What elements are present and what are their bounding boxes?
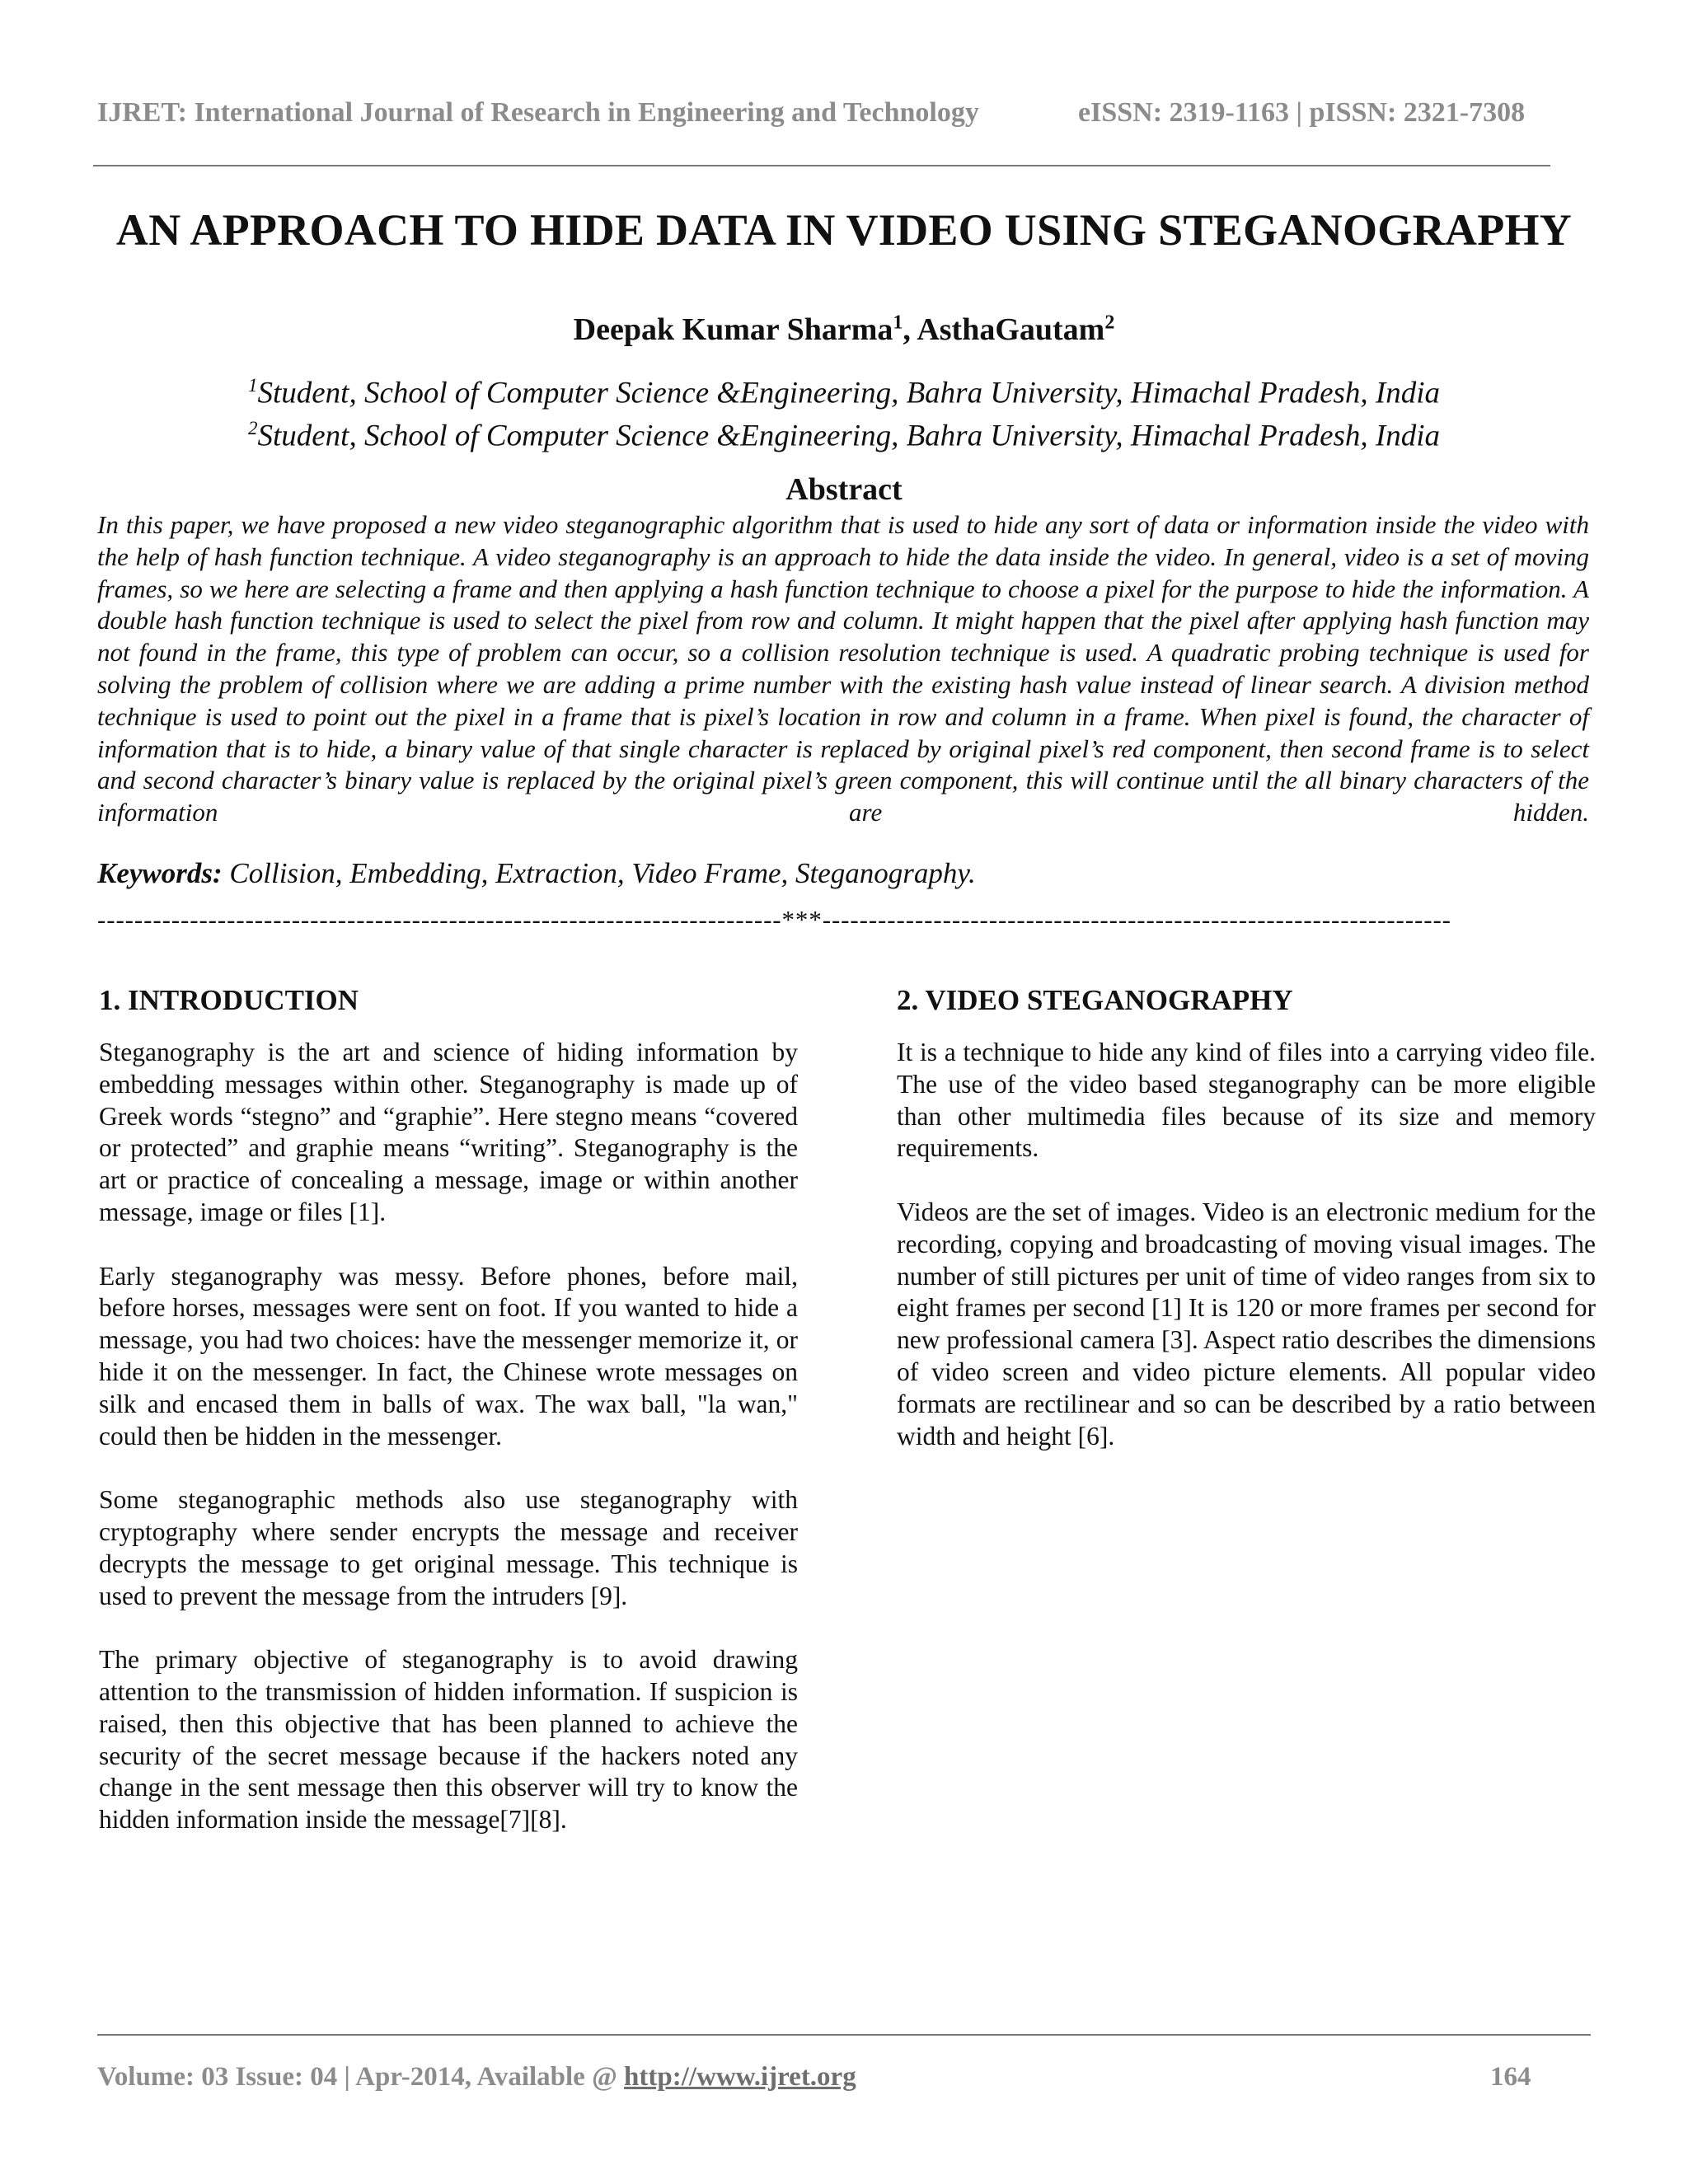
journal-link[interactable]: http://www.ijret.org — [624, 2062, 856, 2092]
affiliation-2-text: Student, School of Computer Science &Engineering, Bahra University, Himachal Pradesh, India — [257, 419, 1441, 453]
author-1: Deepak Kumar Sharma — [573, 312, 893, 347]
intro-paragraph: Early steganography was messy. Before phones, before mail, before horses, messages were sent on foot. If you wanted to hide a message, you had two choices: have the messenger memorize it, or hide it on the messenger. In fact, the Chinese wrote messages on silk and encased them in balls of wax. The wax ball, "la wan," could then be hidden in the messenger. — [99, 1261, 798, 1451]
page-footer — [97, 2062, 1591, 2093]
author-separator: , — [903, 312, 917, 347]
abstract-heading: Abstract — [785, 472, 903, 507]
journal-name: IJRET: International Journal of Research in Engineering and Technology — [97, 97, 979, 128]
affiliation-1-sup: 1 — [247, 375, 258, 396]
keywords — [97, 857, 1589, 890]
keywords-text: Collision, Embedding, Extraction, Video Frame, Steganography. — [222, 857, 976, 889]
video-paragraph: Videos are the set of images. Video is an electronic medium for the recording, copying and broadcasting of moving visual images. The number of still pictures per unit of time of video ranges from six to eight frames per second [1] It is 120 or more frames per second for new professional camera [3]. Aspect ratio describes the dimensions of video screen and video picture elements. All popular video formats are rectilinear and so can be described by a ratio between width and height [6]. — [897, 1197, 1596, 1451]
paper-title: AN APPROACH TO HIDE DATA IN VIDEO USING STEGANOGRAPHY — [115, 205, 1573, 255]
abstract-body: In this paper, we have proposed a new video steganographic algorithm that is used to hide any sort of data or information inside the video with the help of hash function technique. A video steganography is an approach to hide the data inside the video. In general, video is a set of moving frames, so we here are selecting a frame and then applying a hash function technique to choose a pixel for the purpose to hide the information. A double hash function technique is used to select the pixel from row and column. It might happen that the pixel after applying hash function may not found in the frame, this type of problem can occur, so a collision resolution technique is used. A quadratic probing technique is used for solving the problem of collision where we are adding a prime number with the existing hash value instead of linear search. A division method technique is used to point out the pixel in a frame that is pixel’s location in row and column in a frame. When pixel is found, the character of information that is to hide, a binary value of that single character is replaced by original pixel’s red component, then second frame is to select and second character’s binary value is replaced by the original pixel’s green component, this will continue until the all binary characters of the information are hidden. — [97, 510, 1589, 827]
keywords-label: Keywords: — [97, 857, 223, 889]
author-2-sup: 2 — [1104, 312, 1115, 334]
video-paragraph: It is a technique to hide any kind of files into a carrying video file. The use of the video based steganography can be more eligible than other multimedia files because of its size and memory requirements. — [897, 1038, 1596, 1163]
affiliation-1-text: Student, School of Computer Science &Engineering, Bahra University, Himachal Pradesh, India — [257, 376, 1441, 410]
author-list — [0, 312, 1688, 348]
intro-paragraph: Steganography is the art and science of hiding information by embedding messages within other. Steganography is made up of Greek words “stegno” and “graphie”. Here stegno means “covered or protected” and graphie means “writing”. Steganography is the art or practice of concealing a message, image or within another message, image or files [1]. — [99, 1038, 798, 1226]
section-separator: --------------------------------------------------------------------------***-------------------------------------------------------------------- — [97, 905, 1451, 934]
affiliation-2 — [0, 410, 1688, 453]
running-header — [97, 97, 1548, 129]
right-column — [897, 981, 1596, 1484]
intro-paragraph: Some steganographic methods also use steganography with cryptography where sender encrypts the message and receiver decrypts the message to get original message. This technique is used to prevent the message from the intruders [9]. — [99, 1485, 798, 1610]
affiliation-2-sup: 2 — [247, 418, 258, 439]
video-steganography-heading: 2. VIDEO STEGANOGRAPHY — [897, 984, 1293, 1016]
intro-paragraph: The primary objective of steganography is to avoid drawing attention to the transmission of hidden information. If suspicion is raised, then this objective that has been planned to achieve the security of the secret message because if the hackers noted any change in the sent message then this observer will try to know the hidden information inside the message[7][8]. — [99, 1645, 798, 1835]
affiliation-1 — [0, 368, 1688, 410]
author-2: AsthaGautam — [917, 312, 1105, 347]
author-1-sup: 1 — [893, 312, 903, 334]
left-column — [99, 981, 798, 1868]
affiliations — [0, 368, 1688, 454]
issn-info: eISSN: 2319-1163 | pISSN: 2321-7308 — [1078, 97, 1526, 128]
header-divider — [93, 165, 1550, 166]
page-number: 164 — [1490, 2062, 1531, 2092]
volume-info: Volume: 03 Issue: 04 | Apr-2014, Available @ — [97, 2062, 625, 2092]
footer-divider — [97, 2034, 1591, 2036]
introduction-heading: 1. INTRODUCTION — [99, 984, 359, 1016]
